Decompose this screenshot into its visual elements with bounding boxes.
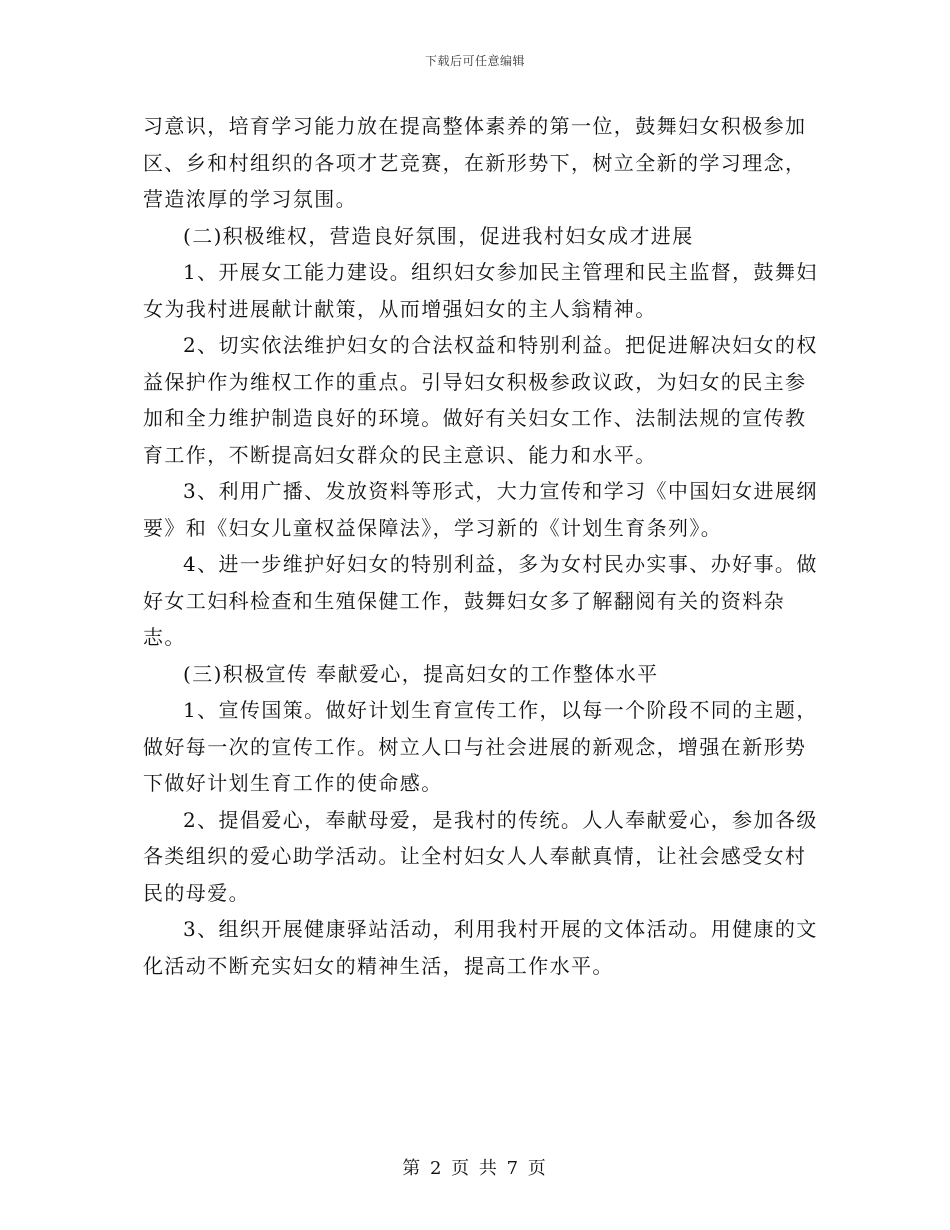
paragraph-item: 1、开展女工能力建设。组织妇女参加民主管理和民主监督，鼓舞妇女为我村进展献计献策，从而增强妇女的主人翁精神。 <box>143 260 818 321</box>
page-number-footer: 第 2 页 共 7 页 <box>402 1158 548 1179</box>
section-heading-2: (二)积极维权，营造良好氛围，促进我村妇女成才进展 <box>183 223 694 248</box>
paragraph-item: 3、组织开展健康驿站活动，利用我村开展的文体活动。用健康的文化活动不断充实妇女的精神生活，提高工作水平。 <box>143 917 818 978</box>
page-header: 下载后可任意编辑 <box>424 54 525 68</box>
paragraph-item: 2、提倡爱心，奉献母爱，是我村的传统。人人奉献爱心，参加各级各类组织的爱心助学活动。让全村妇女人人奉献真情，让社会感受女村民的母爱。 <box>143 807 818 905</box>
paragraph-item: 3、利用广播、发放资料等形式，大力宣传和学习《中国妇女进展纲要》和《妇女儿童权益保障法》，学习新的《计划生育条列》。 <box>143 479 818 540</box>
paragraph-item: 1、宣传国策。做好计划生育宣传工作，以每一个阶段不同的主题，做好每一次的宣传工作。树立人口与社会进展的新观念，增强在新形势下做好计划生育工作的使命感。 <box>143 698 818 795</box>
document-body <box>143 108 823 984</box>
paragraph-item: 4、进一步维护好妇女的特别利益，多为女村民办实事、办好事。做好女工妇科检查和生殖保健工作，鼓舞妇女多了解翻阅有关的资料杂志。 <box>143 552 818 649</box>
section-heading-3: (三)积极宣传 奉献爱心，提高妇女的工作整体水平 <box>183 661 659 686</box>
paragraph-continuation: 习意识，培育学习能力放在提高整体素养的第一位，鼓舞妇女积极参加区、乡和村组织的各项才艺竞赛，在新形势下，树立全新的学习理念，营造浓厚的学习氛围。 <box>143 114 807 211</box>
paragraph-item: 2、切实依法维护妇女的合法权益和特别利益。把促进解决妇女的权益保护作为维权工作的重点。引导妇女积极参政议政，为妇女的民主参加和全力维护制造良好的环境。做好有关妇女工作、法制法规的宣传教育工作，不断提高妇女群众的民主意识、能力和水平。 <box>143 333 818 467</box>
